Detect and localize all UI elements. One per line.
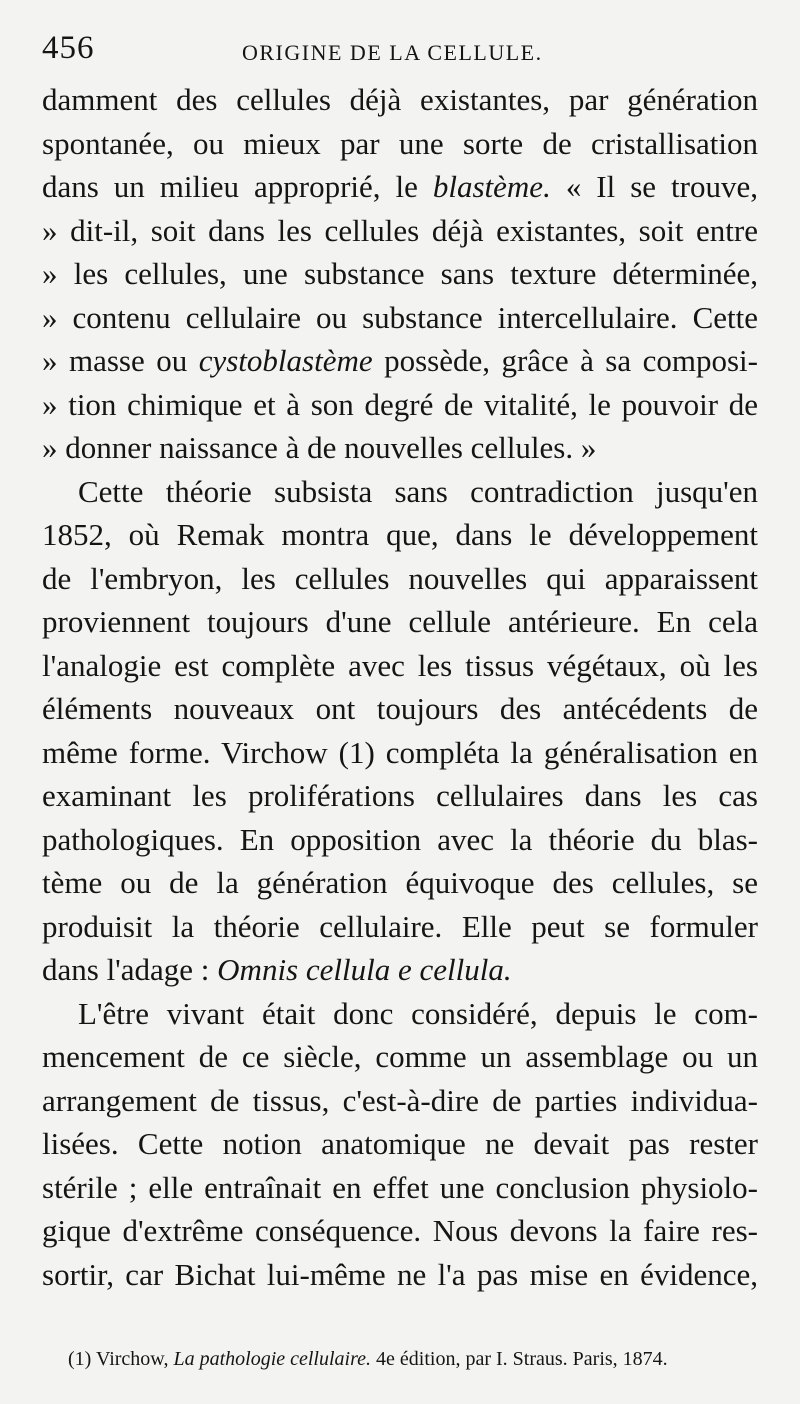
- text-line: examinant les proliférations cellulaires dans les cas: [42, 778, 758, 813]
- page-header: [42, 30, 758, 78]
- italic-term: cystoblastème: [198, 343, 373, 378]
- text-line: dans un milieu approprié, le blastème. « Il se trouve,: [42, 169, 758, 204]
- body-text: [42, 78, 758, 1296]
- text-line: lisées. Cette notion anatomique ne devait pas rester: [42, 1126, 758, 1161]
- footnote: (1) Virchow, La pathologie cellulaire. 4e édition, par I. Straus. Paris, 1874.: [68, 1348, 668, 1370]
- text-line: éléments nouveaux ont toujours des antécédents de: [42, 691, 758, 726]
- paragraph-2: [42, 470, 758, 992]
- text-line: » contenu cellulaire ou substance intercellulaire. Cette: [42, 299, 758, 335]
- text-line: stérile ; elle entraînait en effet une conclusion physiolo-: [42, 1169, 758, 1205]
- text-line: sortir, car Bichat lui-même ne l'a pas mise en évidence,: [42, 1256, 758, 1292]
- text-line: tème ou de la génération équivoque des cellules, se: [42, 865, 758, 900]
- text-line: » masse ou cystoblastème possède, grâce à sa composi-: [42, 343, 758, 378]
- text-line: » tion chimique et à son degré de vitalité, le pouvoir de: [42, 386, 758, 422]
- paragraph-3: [42, 992, 758, 1297]
- italic-term: blastème.: [432, 169, 551, 204]
- text-line: proviennent toujours d'une cellule antérieure. En cela: [42, 604, 758, 639]
- text-line: arrangement de tissus, c'est-à-dire de parties individua-: [42, 1082, 758, 1118]
- footnote-marker: (1): [68, 1348, 92, 1370]
- text-line: L'être vivant était donc considéré, depuis le com-: [78, 995, 758, 1031]
- text-line: 1852, où Remak montra que, dans le développement: [42, 517, 758, 552]
- text-line: produisit la théorie cellulaire. Elle peut se formuler: [42, 908, 758, 944]
- text-line: pathologiques. En opposition avec la théorie du blas-: [42, 821, 758, 857]
- text-line: de l'embryon, les cellules nouvelles qui apparaissent: [42, 560, 758, 596]
- running-head: ORIGINE DE LA CELLULE.: [242, 40, 543, 65]
- text-line: l'analogie est complète avec les tissus végétaux, où les: [42, 647, 758, 683]
- text-line: Cette théorie subsista sans contradiction jusqu'en: [78, 473, 758, 509]
- text-line: » les cellules, une substance sans texture déterminée,: [42, 256, 758, 291]
- paragraph-1: [42, 78, 758, 470]
- footnote-title: La pathologie cellulaire.: [173, 1348, 372, 1370]
- page-number: 456: [42, 30, 95, 66]
- text-line: gique d'extrême conséquence. Nous devons la faire res-: [42, 1213, 758, 1248]
- text-line: » dit-il, soit dans les cellules déjà existantes, soit entre: [42, 212, 758, 248]
- text-line: damment des cellules déjà existantes, par génération: [42, 82, 758, 117]
- text-line: spontanée, ou mieux par une sorte de cristallisation: [42, 125, 758, 161]
- italic-adage: Omnis cellula e cellula.: [217, 952, 512, 987]
- text-line: même forme. Virchow (1) compléta la généralisation en: [42, 734, 758, 770]
- text-line: dans l'adage : Omnis cellula e cellula.: [42, 952, 512, 987]
- text-line: mencement de ce siècle, comme un assemblage ou un: [42, 1039, 758, 1074]
- text-line: » donner naissance à de nouvelles cellules. »: [42, 430, 597, 465]
